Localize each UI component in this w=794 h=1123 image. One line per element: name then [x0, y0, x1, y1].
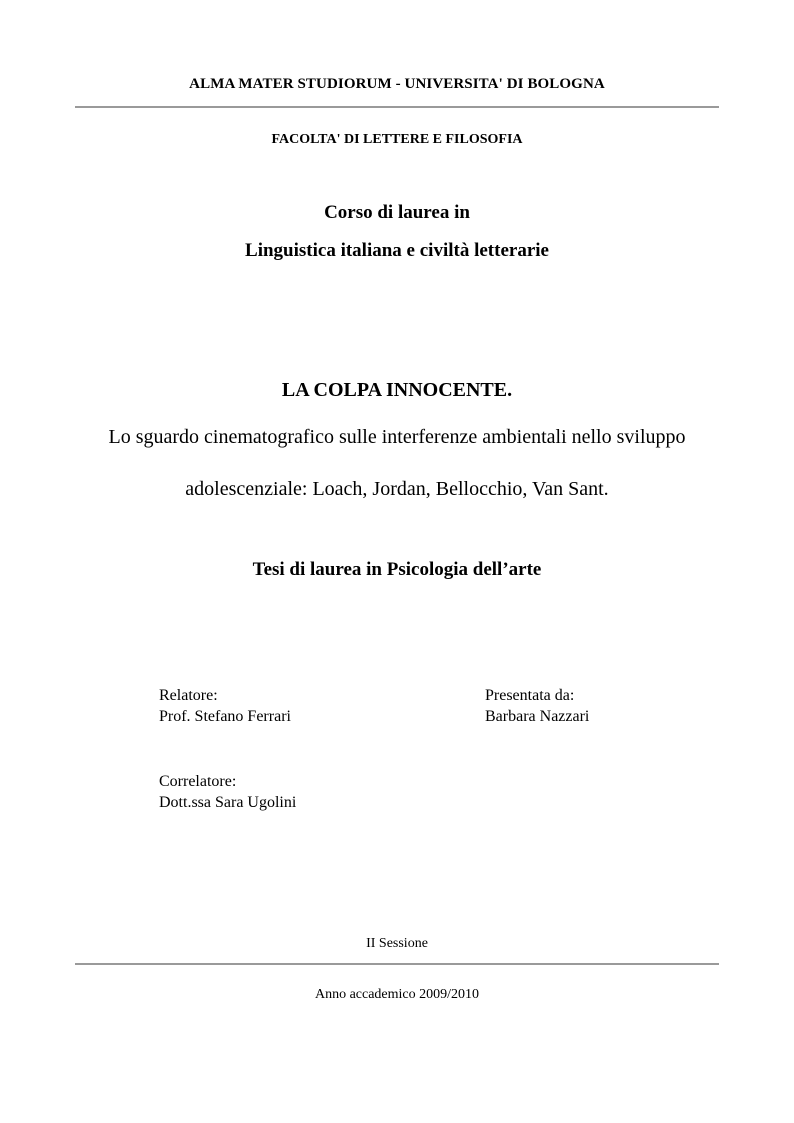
- course-label: Corso di laurea in: [324, 202, 470, 223]
- thesis-type: Tesi di laurea in Psicologia dell’arte: [252, 559, 542, 580]
- relatore-name: Prof. Stefano Ferrari: [159, 708, 291, 725]
- footer-divider: [75, 963, 719, 965]
- presentata-name: Barbara Nazzari: [485, 708, 590, 725]
- session: II Sessione: [366, 936, 428, 951]
- university-name: ALMA MATER STUDIORUM - UNIVERSITA' DI BOLOGNA: [189, 76, 605, 92]
- course-name: Linguistica italiana e civiltà letterarie: [245, 240, 549, 261]
- thesis-title: LA COLPA INNOCENTE.: [281, 379, 513, 401]
- thesis-subtitle-line1: Lo sguardo cinematografico sulle interferenze ambientali nello sviluppo: [108, 426, 686, 448]
- presentata-block: [485, 685, 589, 727]
- academic-year: Anno accademico 2009/2010: [314, 987, 480, 1002]
- correlatore-block: [159, 771, 296, 813]
- thesis-subtitle-line2: adolescenziale: Loach, Jordan, Bellocchio, Van Sant.: [185, 478, 609, 500]
- header-divider: [75, 106, 719, 108]
- correlatore-label: Correlatore:: [159, 773, 237, 790]
- relatore-label: Relatore:: [159, 687, 218, 704]
- correlatore-name: Dott.ssa Sara Ugolini: [159, 794, 297, 811]
- presentata-label: Presentata da:: [485, 687, 575, 704]
- faculty-name: FACOLTA' DI LETTERE E FILOSOFIA: [271, 132, 523, 147]
- relatore-block: [159, 685, 291, 727]
